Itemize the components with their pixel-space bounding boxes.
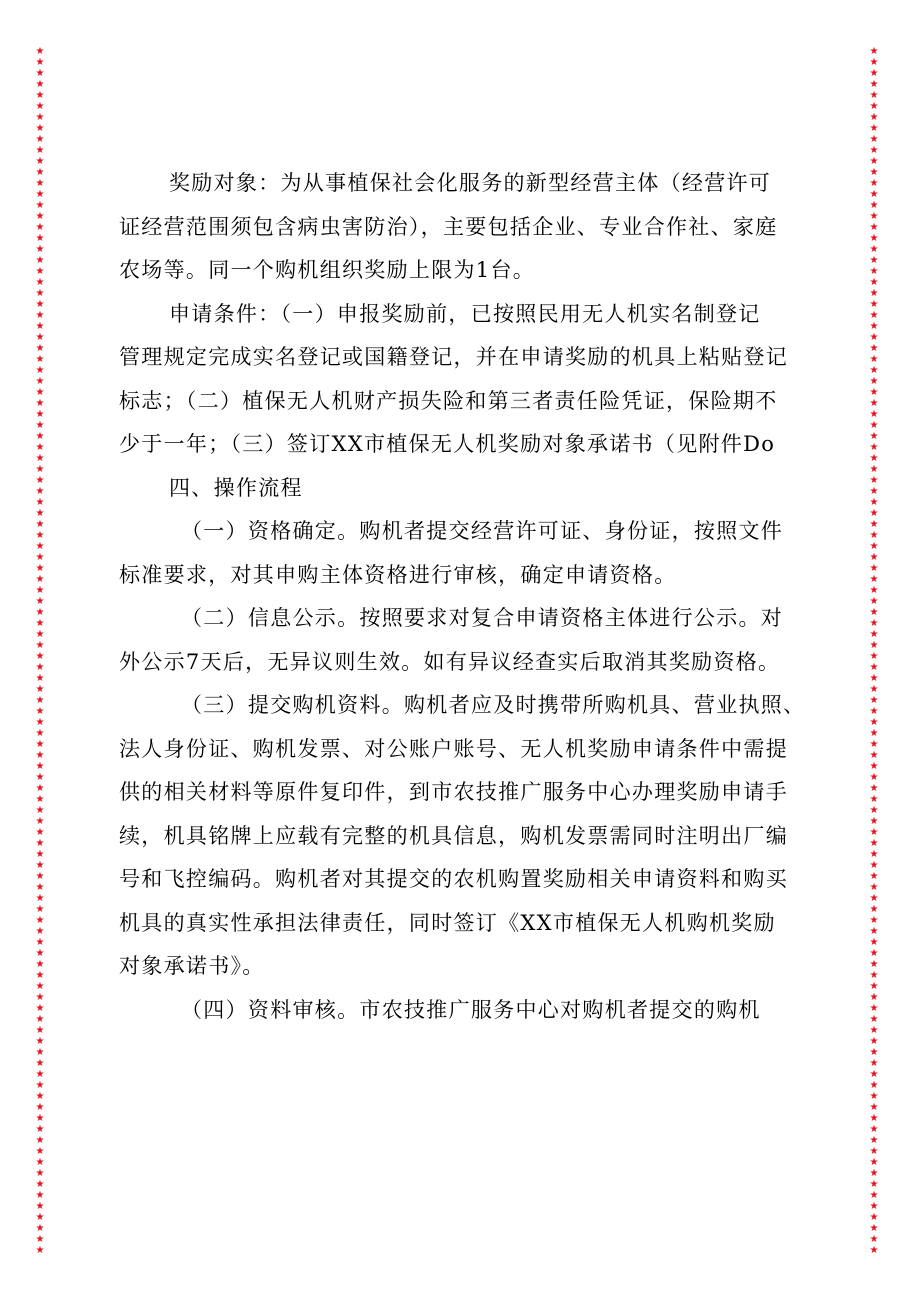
paragraph-reward-target <box>119 162 813 293</box>
text-line: 供的相关材料等原件复印件，到市农技推广服务中心办理奖励申请手 <box>119 780 788 804</box>
step-publicity <box>119 597 813 684</box>
text-line: 证经营范围须包含病虫害防治），主要包括企业、专业合作社、家庭 <box>119 214 778 239</box>
text-line: 标志；（二）植保无人机财产损失险和第三者责任险凭证，保险期不 <box>119 388 778 413</box>
left-star-border: ★ ★ ★ ★ ★ ★ ★ ★ ★ ★ ★ ★ ★ ★ ★ ★ ★ ★ ★ ★ ★ ★ ★ ★ ★ ★ ★ ★ ★ ★ ★ ★ ★ ★ ★ ★ ★ ★ ★ ★ ★ ★ ★ ★ ★ ★ ★ ★ ★ ★ ★ ★ ★ ★ ★ ★ ★ ★ ★ ★ ★ ★ ★ ★ ★ ★ ★ ★ ★ ★ ★ ★ ★ ★ ★ ★ ★ ★ ★ ★ ★ ★ ★ ★ ★ ★ ★ ★ ★ ★ ★ ★ ★ ★ ★ ★ ★ ★ ★ ★ ★ ★ ★ ★ ★ ★ ★ ★ ★ ★ <box>35 46 45 1256</box>
text-line: 标准要求，对其申购主体资格进行审核，确定申请资格。 <box>119 562 677 587</box>
text-line: 号和飞控编码。购机者对其提交的农机购置奖励相关申请资料和购买 <box>119 867 788 891</box>
text-line: 管理规定完成实名登记或国籍登记，并在申请奖励的机具上粘贴登记 <box>119 345 788 369</box>
text-line: 申请条件：（一）申报奖励前，已按照民用无人机实名制登记 <box>169 301 761 326</box>
text-line: 少于一年；（三）签订XX市植保无人机奖励对象承诺书（见附件Do <box>119 432 776 456</box>
paragraph-apply-conditions <box>119 293 813 467</box>
right-star-border: ★ ★ ★ ★ ★ ★ ★ ★ ★ ★ ★ ★ ★ ★ ★ ★ ★ ★ ★ ★ ★ ★ ★ ★ ★ ★ ★ ★ ★ ★ ★ ★ ★ ★ ★ ★ ★ ★ ★ ★ ★ ★ ★ ★ ★ ★ ★ ★ ★ ★ ★ ★ ★ ★ ★ ★ ★ ★ ★ ★ ★ ★ ★ ★ ★ ★ ★ ★ ★ ★ ★ ★ ★ ★ ★ ★ ★ ★ ★ ★ ★ ★ ★ ★ ★ ★ ★ ★ ★ ★ ★ ★ ★ ★ ★ ★ ★ ★ ★ ★ ★ ★ ★ ★ ★ ★ ★ ★ ★ ★ <box>869 46 879 1256</box>
step-review <box>119 989 813 1033</box>
step-qualification <box>119 510 813 597</box>
text-line: （三）提交购机资料。购机者应及时携带所购机具、营业执照、 <box>181 693 806 717</box>
text-line: 续，机具铭牌上应载有完整的机具信息，购机发票需同时注明出厂编 <box>119 823 788 848</box>
text-line: 外公示7天后，无异议则生效。如有异议经查实后取消其奖励资格。 <box>119 649 781 674</box>
text-line: 对象承诺书》。 <box>119 954 265 978</box>
text-line: （二）信息公示。按照要求对复合申请资格主体进行公示。对 <box>181 606 784 630</box>
text-line: （一）资格确定。购机者提交经营许可证、身份证，按照文件 <box>181 519 784 543</box>
text-line: 农场等。同一个购机组织奖励上限为1台。 <box>119 258 536 282</box>
section-heading: 四、操作流程 <box>169 475 303 500</box>
document-body <box>119 162 813 1032</box>
text-line: 法人身份证、购机发票、对公账户账号、无人机奖励申请条件中需提 <box>119 736 788 761</box>
text-line: （四）资料审核。市农技推广服务中心对购机者提交的购机 <box>181 997 761 1022</box>
text-line: 机具的真实性承担法律责任，同时签订《XX市植保无人机购机奖励 <box>119 910 776 935</box>
step-submit-materials <box>119 684 813 989</box>
text-line: 奖励对象：为从事植保社会化服务的新型经营主体（经营许可 <box>169 171 772 195</box>
